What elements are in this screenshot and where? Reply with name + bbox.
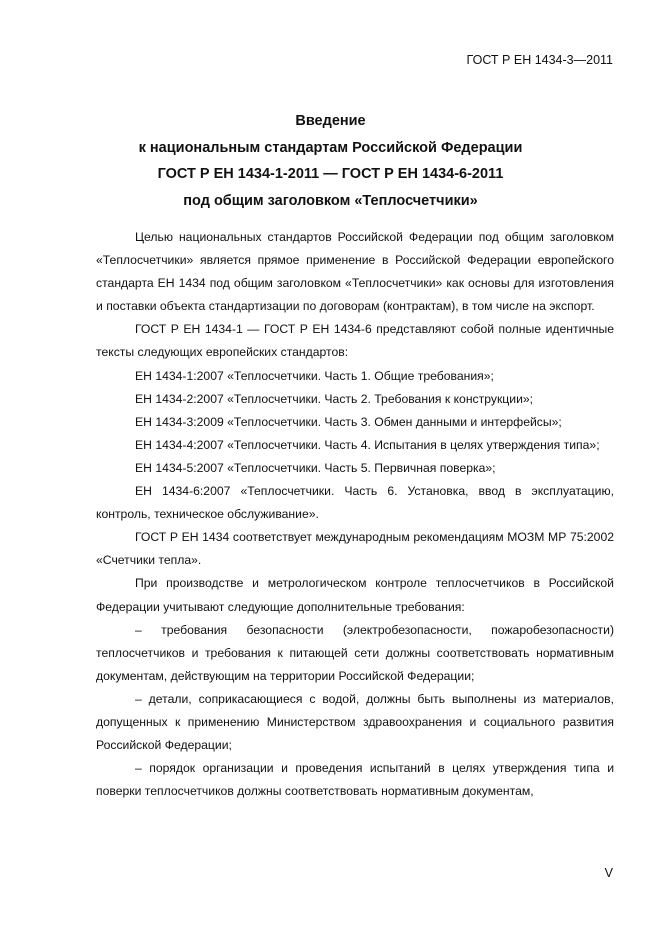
paragraph-standard-part-2: ЕН 1434-2:2007 «Теплосчетчики. Часть 2. Требования к конструкции»; <box>135 391 534 406</box>
title-line-3: ГОСТ Р ЕН 1434-1-2011 — ГОСТ Р ЕН 1434-6-2011 <box>157 166 504 182</box>
paragraph-testing-procedure: – порядок организации и проведения испытаний в целях утверждения типа и поверки теплосчетчиков должны соответствовать нормативным документам, <box>96 761 614 799</box>
paragraph-standard-part-3: ЕН 1434-3:2009 «Теплосчетчики. Часть 3. Обмен данными и интерфейсы»; <box>135 414 562 429</box>
paragraph-standard-part-1: ЕН 1434-1:2007 «Теплосчетчики. Часть 1. Общие требования»; <box>135 368 494 383</box>
paragraph-identical-texts: ГОСТ Р ЕН 1434-1 — ГОСТ Р ЕН 1434-6 представляют собой полные идентичные тексты следующих европейских стандартов: <box>96 322 614 360</box>
page-number: V <box>604 866 613 880</box>
body-text <box>96 226 614 803</box>
paragraph-oiml-conformity: ГОСТ Р ЕН 1434 соответствует международным рекомендациям МОЗМ МР 75:2002 «Счетчики тепла». <box>96 530 614 568</box>
paragraph-standard-part-6: ЕН 1434-6:2007 «Теплосчетчики. Часть 6. Установка, ввод в эксплуатацию, контроль, техническое обслуживание». <box>96 484 614 522</box>
paragraph-purpose: Целью национальных стандартов Российской Федерации под общим заголовком «Теплосчетчики» является прямое применение в Российской Федерации европейского стандарта ЕН 1434 под общим заголовком «Теплосчетчики» как основы для изготовления и поставки объекта стандартизации по договорам (контрактам), в том числе на экспорт. <box>96 230 614 314</box>
document-code-header: ГОСТ Р ЕН 1434-3—2011 <box>466 53 613 67</box>
title-line-4: под общим заголовком «Теплосчетчики» <box>183 192 478 209</box>
paragraph-safety-requirements: – требования безопасности (электробезопасности, пожаробезопасности) теплосчетчиков и требования к питающей сети должны соответствовать нормативным документам, действующим на территории Российской Федерации; <box>96 622 614 683</box>
paragraph-standard-part-5: ЕН 1434-5:2007 «Теплосчетчики. Часть 5. Первичная поверка»; <box>135 460 496 475</box>
paragraph-additional-requirements: При производстве и метрологическом контроле теплосчетчиков в Российской Федерации учитывают следующие дополнительные требования: <box>96 576 614 614</box>
introduction-title <box>0 108 661 214</box>
paragraph-water-contact-materials: – детали, соприкасающиеся с водой, должны быть выполнены из материалов, допущенных к применению Министерством здравоохранения и социального развития Российской Федерации; <box>96 691 614 753</box>
title-line-2: к национальным стандартам Российской Федерации <box>138 139 523 156</box>
paragraph-standard-part-4: ЕН 1434-4:2007 «Теплосчетчики. Часть 4. Испытания в целях утверждения типа»; <box>135 437 600 452</box>
title-line-1: Введение <box>295 113 366 129</box>
